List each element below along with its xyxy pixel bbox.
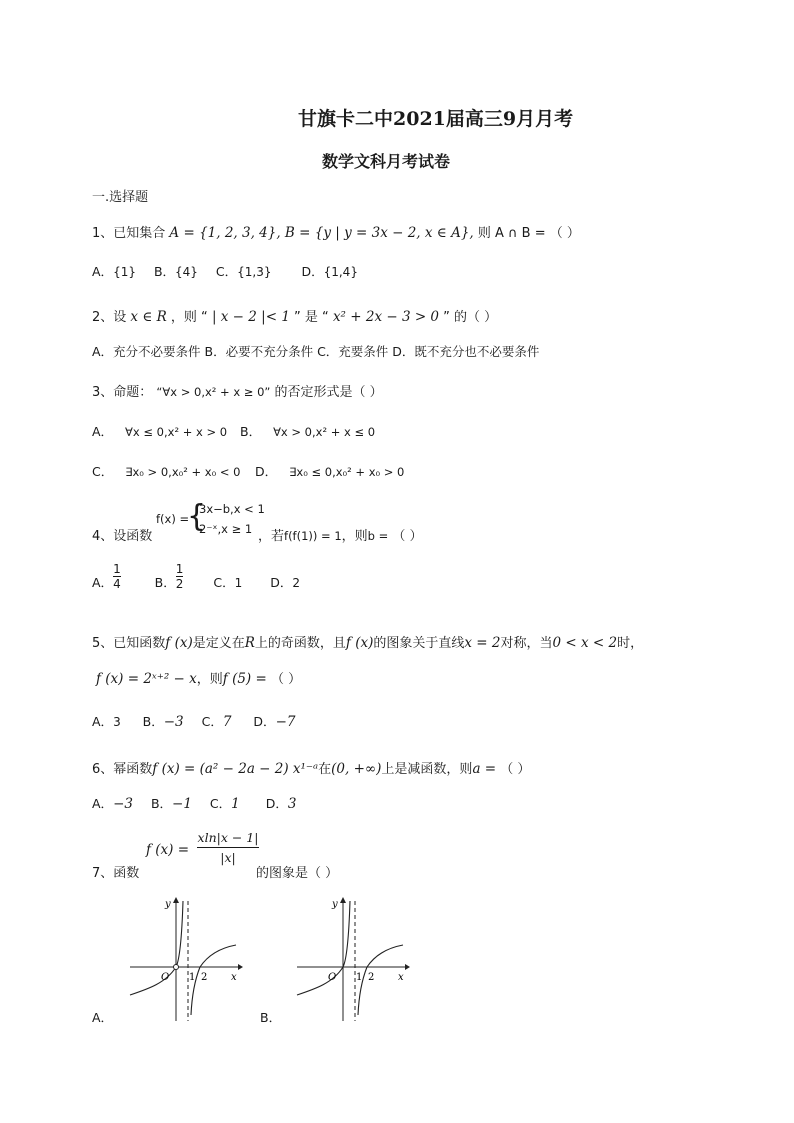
curve-left — [297, 901, 350, 995]
q3-option-c[interactable]: C． ∃x₀ > 0,x₀² + x₀ < 0 — [92, 464, 241, 479]
section-heading: 一.选择题 — [92, 190, 149, 205]
q6-option-d[interactable]: D．3 — [265, 796, 297, 812]
q1-options — [92, 262, 358, 280]
q3-option-b[interactable]: B． ∀x > 0,x² + x ≤ 0 — [240, 424, 376, 439]
curve-left — [130, 901, 183, 995]
exam-title: 甘旗卡二中2021届高三9月月考 — [298, 108, 574, 130]
x-label: x — [231, 972, 237, 983]
q1-option-a[interactable]: A．{1} — [92, 264, 136, 279]
q6-option-b[interactable]: B．−1 — [150, 796, 192, 812]
tick-2: 2 — [368, 972, 375, 983]
q1-option-d[interactable]: D．{1,4} — [301, 264, 358, 279]
question-5-line2: f (x) = 2ˣ⁺² − x，则f (5) = （ ） — [96, 671, 302, 687]
q6-option-c[interactable]: C．1 — [209, 796, 240, 812]
q2-cond2: | x − 2 |< 1 — [211, 309, 290, 325]
origin-hole — [174, 965, 179, 970]
y-axis-arrow-icon — [173, 897, 179, 903]
q4-options — [92, 562, 300, 591]
origin-label: O — [328, 972, 337, 983]
tick-1: 1 — [189, 972, 196, 983]
q3-option-a[interactable]: A． ∀x ≤ 0,x² + x > 0 — [92, 424, 228, 439]
q4-option-a[interactable]: A． $\frac{1}{4}$ — [92, 562, 121, 591]
q4-condition: ，若f(f(1)) = 1，则b = （ ） — [258, 529, 423, 544]
q4-option-d[interactable]: D．2 — [270, 575, 300, 590]
question-1 — [92, 222, 580, 241]
tick-1: 1 — [356, 972, 363, 983]
q2-options: A．充分不必要条件 B．必要不充分条件 C．充要条件 D．既不充分也不必要条件 — [92, 344, 540, 359]
q7-fraction: xln|x − 1| |x| — [197, 830, 259, 865]
q1-tail: 则 A ∩ B = （ ） — [477, 226, 580, 241]
question-6: 6、幂函数f (x) = (a² − 2a − 2) x¹⁻ᵃ在(0, +∞)上是减函数，则a = （ ） — [92, 761, 531, 777]
q4-fx: f(x) = — [156, 512, 190, 526]
y-label: y — [165, 899, 171, 910]
y-axis-arrow-icon — [340, 897, 346, 903]
question-2: 2、设 x ∈ R ，则 “ | x − 2 |< 1 ” 是 “ x² + 2x − 3 > 0 ” 的（ ） — [92, 309, 498, 325]
q5-option-d[interactable]: D．−7 — [253, 714, 296, 730]
q1-option-c[interactable]: C．{1,3} — [215, 264, 272, 279]
x-axis-arrow-icon — [238, 964, 243, 970]
graph-option-b[interactable] — [295, 893, 410, 1023]
q5-option-c[interactable]: C．7 — [201, 714, 232, 730]
q3-option-d[interactable]: D． ∃x₀ ≤ 0,x₀² + x₀ > 0 — [255, 464, 405, 479]
q7-tail: 的图象是（ ） — [256, 866, 339, 881]
exam-subtitle: 数学文科月考试卷 — [322, 152, 451, 171]
graph-b-label[interactable]: B． — [260, 1010, 282, 1025]
q5-option-a[interactable]: A．3 — [92, 714, 121, 729]
q4-brace: { — [187, 499, 207, 534]
origin-label: O — [161, 972, 170, 983]
q4-case2: 2⁻ˣ,x ≥ 1 — [199, 522, 253, 536]
q2-cond3: x² + 2x − 3 > 0 — [332, 309, 440, 325]
q4-option-b[interactable]: B． $\frac{1}{2}$ — [154, 562, 184, 591]
q5-options — [92, 712, 295, 730]
q4-lead: 4、设函数 — [92, 529, 153, 544]
q6-option-a[interactable]: A．−3 — [92, 796, 133, 812]
tick-2: 2 — [201, 972, 208, 983]
graph-a-label[interactable]: A． — [92, 1010, 114, 1025]
y-label: y — [332, 899, 338, 910]
q3-proposition: “∀x > 0,x² + x ≥ 0” — [156, 385, 271, 399]
question-5: 5、已知函数f (x)是定义在R上的奇函数，且f (x)的图象关于直线x = 2对称，当0 < x < 2时， — [92, 635, 644, 651]
q7-fx: f (x) = — [146, 842, 190, 858]
question-3: 3、命题： “∀x > 0,x² + x ≥ 0” 的否定形式是（ ） — [92, 385, 383, 400]
q7-lead: 7、函数 — [92, 866, 140, 881]
q4-option-c[interactable]: C．1 — [213, 575, 243, 590]
q1-expression: A = {1, 2, 3, 4}, B = {y | y = 3x − 2, x ∈ A}, — [169, 225, 474, 241]
x-label: x — [398, 972, 404, 983]
q1-option-b[interactable]: B．{4} — [153, 264, 198, 279]
curve-right — [191, 945, 236, 1015]
q5-option-b[interactable]: B．−3 — [142, 714, 184, 730]
q4-case1: 3x−b,x < 1 — [199, 502, 265, 516]
q2-cond1: x ∈ R — [130, 309, 167, 325]
q6-options — [92, 794, 296, 812]
graph-option-a[interactable] — [128, 893, 243, 1023]
q1-lead: 1、已知集合 — [92, 226, 166, 241]
curve-right — [358, 945, 403, 1015]
x-axis-arrow-icon — [405, 964, 410, 970]
